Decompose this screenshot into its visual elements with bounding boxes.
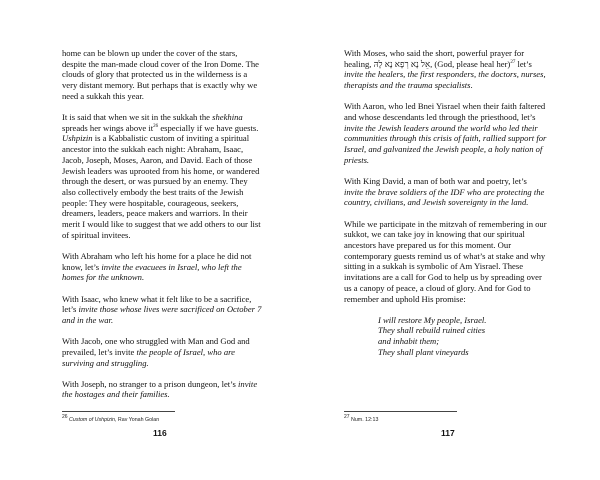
body-text: With Joseph, no stranger to a prison dungeon, let’s [62,378,239,389]
footnote-marker: 26 [153,123,159,129]
body-text: With Aaron, who led Bnei Yisrael when their faith faltered and whose descendants led through the priesthood, let’s [344,101,546,123]
body-text: is a Kabbalistic custom of inviting a spiritual ancestor into the sukkah each night: Abraham, Isaac, Jacob, Joseph, Moses, Aaron, and David. Each of those Jewish leaders was uprooted from his home, or wandered through the desert, or was pursued by an enemy. They also collectively embody the best traits of the Jewish people: They were hospitable, courageous, seekers, dreamers, leaders, peace makers and warriors. In their merit I would like to suggest that we add others to our list of spiritual invitees. [62,133,261,240]
footnote-26 [62,414,160,423]
italic-text: shekhina [212,112,243,123]
right-page-body [344,48,548,358]
paragraph [344,101,548,165]
italic-text: invite the hostages and their families. [62,378,258,400]
body-text: While we participate in the mitzvah of remembering in our sukkot, we can take joy in knowing that our spiritual ancestors have prepared us for this moment. Our contemporary guests remind us of what’s at stake and why sitting in a sukkah is symbolic of Am Yisrael. These invitations are a call for God to help us by spreading over us a canopy of peace, a cloud of glory. And for God to remember and uphold His promise: [344,218,547,304]
paragraph [62,379,262,400]
body-text: spreads her wings above it [62,122,154,133]
body-text: especially if we have guests. [158,122,259,133]
italic-text: invite the evacuees in Israel, who left the homes for the unknown. [62,261,242,283]
footnote-marker: 27 [510,59,516,65]
italic-text: Custom of Ushpizin [69,417,115,423]
body-text: home can be blown up under the cover of the stars, despite the man-made cloud cover of the Iron Dome. The clouds of glory that protected us in the wilderness is a very distant memory. But perhaps that is exactly why we need a sukkah this year. [62,48,259,101]
paragraph [62,294,262,326]
verse-line: I will restore My people, Israel. [378,314,487,325]
body-text: With King David, a man of both war and poetry, let’s [344,176,527,187]
verse-line: and inhabit them; [378,336,440,347]
body-text: , (God, please heal her) [430,58,511,69]
body-text: With Moses, who said the short, powerful prayer for healing, [344,48,525,69]
body-text: With Isaac, who knew what it felt like to be a sacrifice, let’s [62,293,252,315]
italic-text: invite the healers, the first responders, the doctors, nurses, therapists and the trauma specialists [344,69,546,91]
paragraph [62,336,262,368]
page-number: 117 [441,428,455,438]
left-page-body [62,48,262,411]
italic-text: the people of Israel, who are surviving and struggling. [62,346,235,368]
body-text: , Rav Yonah Golan [114,417,160,423]
body-text: Num. 12:13 [349,417,379,423]
page-number: 116 [153,428,167,438]
paragraph [62,251,262,283]
paragraph [344,176,548,208]
body-text: With Abraham who left his home for a place he did not know, let’s [62,250,252,272]
paragraph [344,219,548,305]
footnote-marker: 26 [62,414,68,421]
body-text: It is said that when we sit in the sukkah the [62,112,213,123]
body-text: . [470,80,473,91]
paragraph [62,48,262,102]
verse-line: They shall plant vineyards [378,346,469,357]
italic-text: invite those whose lives were sacrificed on October 7 and in the war. [62,304,262,325]
verse-quote [378,315,548,358]
body-text: let’s [515,58,532,69]
italic-text: invite the Jewish leaders around the world who led their communities through this crisis of faith, rallied support for Israel, and galvanized the Jewish people, a holy nation of priests. [344,122,547,165]
paragraph [344,48,548,91]
italic-text: invite the brave soldiers of the IDF who are protecting the country, civilians, and Jewish sovereignty in the land. [344,186,545,208]
body-text: With Jacob, one who struggled with Man and God and prevailed, let’s invite [62,336,250,357]
footnote-27 [344,414,379,423]
paragraph [62,112,262,240]
right-page [300,0,600,480]
footnote-divider [62,411,175,412]
verse-line: They shall rebuild ruined cities [378,325,486,336]
right-page-paragraphs [344,48,548,304]
footnote-marker: 27 [344,414,350,421]
hebrew-text: אֵל נָא רְפָא נָא לָהּ [373,58,431,69]
italic-text: Ushpizin [62,133,93,144]
footnote-divider [344,411,457,412]
